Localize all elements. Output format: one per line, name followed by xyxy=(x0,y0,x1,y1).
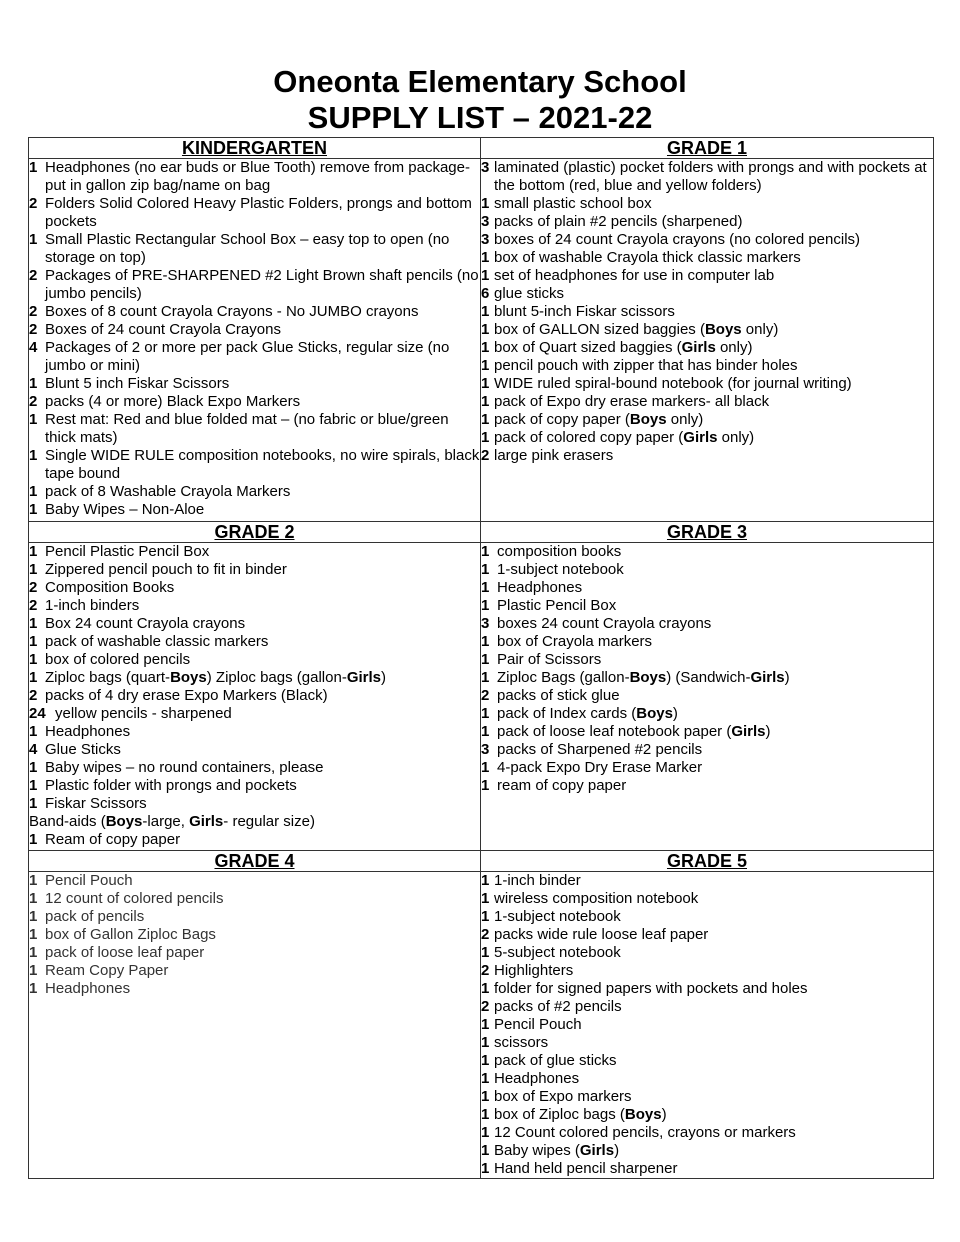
item-text: Pencil Pouch xyxy=(494,1016,582,1033)
item-quantity: 1 xyxy=(481,543,490,560)
grade2-cell xyxy=(29,543,481,851)
item-quantity: 1 xyxy=(481,705,490,722)
item-text: pack of colored copy paper (Girls only) xyxy=(494,429,755,446)
list-item xyxy=(29,651,480,669)
list-item xyxy=(481,195,933,213)
list-item xyxy=(481,980,933,998)
item-quantity: 1 xyxy=(481,195,490,212)
list-item xyxy=(29,375,480,393)
item-text: Headphones xyxy=(45,980,131,997)
item-quantity: 1 xyxy=(29,777,38,794)
item-quantity: 1 xyxy=(481,759,490,776)
item-text: yellow pencils - sharpened xyxy=(55,705,232,722)
item-text: pack of washable classic markers xyxy=(45,633,269,650)
list-item xyxy=(481,1034,933,1052)
item-quantity: 1 xyxy=(481,579,490,596)
item-text: packs of #2 pencils xyxy=(494,998,622,1015)
item-quantity: 2 xyxy=(29,393,38,410)
list-item xyxy=(29,411,480,447)
item-text: Packages of 2 or more per pack Glue Sticks, regular size (no jumbo or mini) xyxy=(45,339,450,374)
item-text: Boxes of 8 count Crayola Crayons - No JUMBO crayons xyxy=(45,303,419,320)
item-quantity: 2 xyxy=(29,303,38,320)
list-item xyxy=(481,1106,933,1124)
item-quantity: 1 xyxy=(29,561,38,578)
list-item xyxy=(29,159,480,195)
item-quantity: 1 xyxy=(29,926,38,943)
list-item xyxy=(29,447,480,483)
item-text: packs of 4 dry erase Expo Markers (Black) xyxy=(45,687,328,704)
list-item xyxy=(481,561,933,579)
item-quantity: 1 xyxy=(481,321,490,338)
item-quantity: 1 xyxy=(29,651,38,668)
list-item xyxy=(29,813,480,831)
list-item xyxy=(481,890,933,908)
item-quantity: 1 xyxy=(29,669,38,686)
item-text: packs of stick glue xyxy=(497,687,620,704)
list-item xyxy=(29,615,480,633)
grade5-heading: GRADE 5 xyxy=(481,851,934,872)
item-quantity: 1 xyxy=(29,375,38,392)
item-text: Rest mat: Red and blue folded mat – (no fabric or blue/green thick mats) xyxy=(45,411,449,446)
list-item xyxy=(481,872,933,890)
item-text: 4-pack Expo Dry Erase Marker xyxy=(497,759,703,776)
list-item xyxy=(29,669,480,687)
item-text: Box 24 count Crayola crayons xyxy=(45,615,246,632)
grade2-list xyxy=(29,543,480,849)
list-item xyxy=(481,723,933,741)
list-item xyxy=(29,543,480,561)
list-item xyxy=(29,597,480,615)
item-text: box of Crayola markers xyxy=(497,633,653,650)
item-quantity: 1 xyxy=(29,231,38,248)
supply-list-title: SUPPLY LIST – 2021-22 xyxy=(307,100,653,135)
item-quantity: 1 xyxy=(481,1070,490,1087)
list-item xyxy=(481,741,933,759)
list-item xyxy=(481,249,933,267)
item-text: box of colored pencils xyxy=(45,651,191,668)
grade4-list xyxy=(29,872,480,998)
item-quantity: 2 xyxy=(481,926,490,943)
item-text: set of headphones for use in computer lab xyxy=(494,267,775,284)
item-text: packs of Sharpened #2 pencils xyxy=(497,741,703,758)
item-text: box of Ziploc bags (Boys) xyxy=(494,1106,667,1123)
list-item xyxy=(29,705,480,723)
list-item xyxy=(481,339,933,357)
list-item xyxy=(29,980,480,998)
item-text: folder for signed papers with pockets and holes xyxy=(494,980,808,997)
item-text: composition books xyxy=(497,543,622,560)
item-text: blunt 5-inch Fiskar scissors xyxy=(494,303,675,320)
list-item xyxy=(481,759,933,777)
item-text: Hand held pencil sharpener xyxy=(494,1160,678,1177)
list-item xyxy=(481,159,933,195)
list-item xyxy=(481,411,933,429)
list-item xyxy=(29,759,480,777)
item-text: Blunt 5 inch Fiskar Scissors xyxy=(45,375,230,392)
item-quantity: 1 xyxy=(481,1016,490,1033)
item-text: Ziploc Bags (gallon-Boys) (Sandwich-Girls) xyxy=(497,669,790,686)
item-text: Headphones xyxy=(497,579,583,596)
item-text: glue sticks xyxy=(494,285,565,302)
grade5-cell xyxy=(481,872,934,1179)
list-item xyxy=(29,393,480,411)
list-item xyxy=(29,962,480,980)
item-text: Ream of copy paper xyxy=(45,831,181,848)
list-item xyxy=(481,597,933,615)
list-item xyxy=(29,687,480,705)
list-item xyxy=(481,705,933,723)
item-text: Baby wipes – no round containers, please xyxy=(45,759,324,776)
list-item xyxy=(29,501,480,519)
list-item xyxy=(481,777,933,795)
item-quantity: 2 xyxy=(29,321,38,338)
item-text: wireless composition notebook xyxy=(494,890,699,907)
grade4-heading: GRADE 4 xyxy=(29,851,481,872)
grade2-heading: GRADE 2 xyxy=(29,522,481,543)
list-item xyxy=(481,944,933,962)
list-item xyxy=(29,872,480,890)
item-text: pack of glue sticks xyxy=(494,1052,617,1069)
item-quantity: 1 xyxy=(29,980,38,997)
item-quantity: 6 xyxy=(481,285,490,302)
item-quantity: 1 xyxy=(29,411,38,428)
list-item xyxy=(481,962,933,980)
item-quantity: 2 xyxy=(481,447,490,464)
item-quantity: 1 xyxy=(481,357,490,374)
item-text: 1-inch binders xyxy=(45,597,140,614)
item-text: Baby Wipes – Non-Aloe xyxy=(45,501,205,518)
list-item xyxy=(29,339,480,375)
item-quantity: 1 xyxy=(29,633,38,650)
item-text: box of GALLON sized baggies (Boys only) xyxy=(494,321,779,338)
item-quantity: 4 xyxy=(29,741,38,758)
list-item xyxy=(29,267,480,303)
list-item xyxy=(29,231,480,267)
list-item xyxy=(29,321,480,339)
item-quantity: 1 xyxy=(481,1124,490,1141)
item-text: Ream Copy Paper xyxy=(45,962,169,979)
item-quantity: 3 xyxy=(481,741,490,758)
item-text: pack of 8 Washable Crayola Markers xyxy=(45,483,291,500)
grade3-list xyxy=(481,543,933,795)
item-text: large pink erasers xyxy=(494,447,614,464)
item-text: Headphones (no ear buds or Blue Tooth) remove from package-put in gallon zip bag/name on bag xyxy=(45,159,470,194)
list-item xyxy=(29,890,480,908)
item-quantity: 1 xyxy=(481,303,490,320)
list-item xyxy=(481,998,933,1016)
kindergarten-cell xyxy=(29,159,481,522)
list-item xyxy=(481,1160,933,1178)
grade4-cell xyxy=(29,872,481,1179)
item-text: 5-subject notebook xyxy=(494,944,621,961)
list-item xyxy=(481,633,933,651)
item-text: ream of copy paper xyxy=(497,777,627,794)
item-quantity: 1 xyxy=(481,669,490,686)
item-quantity: 2 xyxy=(29,267,38,284)
list-item xyxy=(481,1124,933,1142)
item-quantity: 1 xyxy=(29,501,38,518)
item-text: pack of pencils xyxy=(45,908,145,925)
item-quantity: 1 xyxy=(481,597,490,614)
list-item xyxy=(29,795,480,813)
item-text: box of Expo markers xyxy=(494,1088,632,1105)
item-quantity: 1 xyxy=(481,890,490,907)
item-quantity: 2 xyxy=(481,962,490,979)
item-quantity: 1 xyxy=(481,429,490,446)
list-item xyxy=(481,447,933,465)
item-text: box of Quart sized baggies (Girls only) xyxy=(494,339,753,356)
kindergarten-heading: KINDERGARTEN xyxy=(29,138,481,159)
item-quantity: 2 xyxy=(481,998,490,1015)
item-text: Folders Solid Colored Heavy Plastic Folders, prongs and bottom pockets xyxy=(45,195,472,230)
list-item xyxy=(481,393,933,411)
item-quantity: 1 xyxy=(29,944,38,961)
grade5-list xyxy=(481,872,933,1178)
item-quantity: 2 xyxy=(481,687,490,704)
item-quantity: 1 xyxy=(29,872,38,889)
grade1-heading: GRADE 1 xyxy=(481,138,934,159)
list-item xyxy=(481,669,933,687)
item-text: Zippered pencil pouch to fit in binder xyxy=(45,561,287,578)
list-item xyxy=(29,561,480,579)
item-quantity: 2 xyxy=(29,597,38,614)
item-text: pencil pouch with zipper that has binder holes xyxy=(494,357,798,374)
item-quantity: 1 xyxy=(29,831,38,848)
list-item xyxy=(481,651,933,669)
item-text: Composition Books xyxy=(45,579,175,596)
list-item xyxy=(29,195,480,231)
list-item xyxy=(29,579,480,597)
item-text: Headphones xyxy=(45,723,131,740)
item-quantity: 3 xyxy=(481,231,490,248)
grade3-heading: GRADE 3 xyxy=(481,522,934,543)
list-item xyxy=(481,543,933,561)
list-item xyxy=(29,944,480,962)
item-quantity: 1 xyxy=(481,872,490,889)
item-quantity: 1 xyxy=(481,651,490,668)
item-quantity: 3 xyxy=(481,159,490,176)
item-text: packs wide rule loose leaf paper xyxy=(494,926,709,943)
item-text: Plastic Pencil Box xyxy=(497,597,617,614)
item-quantity: 1 xyxy=(481,249,490,266)
item-quantity: 1 xyxy=(481,1160,490,1177)
item-quantity: 1 xyxy=(481,723,490,740)
item-quantity: 3 xyxy=(481,615,490,632)
item-quantity: 1 xyxy=(481,375,490,392)
list-item xyxy=(481,926,933,944)
item-text: Band-aids (Boys-large, Girls- regular size) xyxy=(29,813,315,830)
item-text: Packages of PRE-SHARPENED #2 Light Brown shaft pencils (no jumbo pencils) xyxy=(45,267,479,302)
list-item xyxy=(29,831,480,849)
list-item xyxy=(481,1016,933,1034)
list-item xyxy=(481,213,933,231)
item-quantity: 1 xyxy=(481,777,490,794)
item-quantity: 1 xyxy=(29,447,38,464)
item-text: pack of copy paper (Boys only) xyxy=(494,411,704,428)
item-quantity: 1 xyxy=(481,411,490,428)
grade1-list xyxy=(481,159,933,465)
item-quantity: 1 xyxy=(29,159,38,176)
list-item xyxy=(481,615,933,633)
item-quantity: 1 xyxy=(481,944,490,961)
item-quantity: 1 xyxy=(29,795,38,812)
list-item xyxy=(481,231,933,249)
item-text: pack of Expo dry erase markers- all black xyxy=(494,393,770,410)
list-item xyxy=(481,1052,933,1070)
item-quantity: 1 xyxy=(481,1142,490,1159)
item-text: box of washable Crayola thick classic markers xyxy=(494,249,801,266)
item-text: Highlighters xyxy=(494,962,574,979)
list-item xyxy=(481,687,933,705)
item-quantity: 1 xyxy=(481,393,490,410)
item-quantity: 1 xyxy=(481,561,490,578)
list-item xyxy=(29,741,480,759)
item-text: 1-inch binder xyxy=(494,872,581,889)
item-quantity: 2 xyxy=(29,195,38,212)
item-text: packs (4 or more) Black Expo Markers xyxy=(45,393,301,410)
list-item xyxy=(481,321,933,339)
item-text: laminated (plastic) pocket folders with prongs and with pockets at the bottom (red, blue and yellow folders) xyxy=(494,159,927,194)
item-quantity: 1 xyxy=(481,1106,490,1123)
item-text: packs of plain #2 pencils (sharpened) xyxy=(494,213,743,230)
kindergarten-list xyxy=(29,159,480,519)
list-item xyxy=(29,303,480,321)
list-item xyxy=(481,375,933,393)
item-text: Single WIDE RULE composition notebooks, no wire spirals, black tape bound xyxy=(45,447,480,482)
item-quantity: 1 xyxy=(29,962,38,979)
list-item xyxy=(29,926,480,944)
list-item xyxy=(481,357,933,375)
item-quantity: 1 xyxy=(29,543,38,560)
supply-list-table xyxy=(28,137,934,1179)
item-text: Pencil Plastic Pencil Box xyxy=(45,543,210,560)
item-text: Boxes of 24 count Crayola Crayons xyxy=(45,321,281,338)
item-quantity: 24 xyxy=(29,705,46,722)
list-item xyxy=(481,1142,933,1160)
item-quantity: 1 xyxy=(29,615,38,632)
item-text: box of Gallon Ziploc Bags xyxy=(45,926,216,943)
list-item xyxy=(481,1070,933,1088)
item-quantity: 1 xyxy=(481,1052,490,1069)
item-quantity: 1 xyxy=(29,890,38,907)
item-quantity: 1 xyxy=(481,339,490,356)
list-item xyxy=(29,777,480,795)
item-quantity: 1 xyxy=(481,633,490,650)
item-quantity: 1 xyxy=(29,759,38,776)
item-text: Pencil Pouch xyxy=(45,872,133,889)
item-quantity: 1 xyxy=(481,1034,490,1051)
item-text: pack of loose leaf notebook paper (Girls) xyxy=(497,723,771,740)
item-text: small plastic school box xyxy=(494,195,652,212)
item-text: pack of loose leaf paper xyxy=(45,944,205,961)
list-item xyxy=(29,633,480,651)
item-text: 12 count of colored pencils xyxy=(45,890,224,907)
item-text: Small Plastic Rectangular School Box – easy top to open (no storage on top) xyxy=(45,231,450,266)
item-text: boxes 24 count Crayola crayons xyxy=(497,615,712,632)
list-item xyxy=(29,908,480,926)
item-text: Headphones xyxy=(494,1070,580,1087)
item-text: WIDE ruled spiral-bound notebook (for journal writing) xyxy=(494,375,852,392)
list-item xyxy=(481,285,933,303)
item-quantity: 1 xyxy=(481,267,490,284)
item-quantity: 1 xyxy=(29,723,38,740)
grade1-cell xyxy=(481,159,934,522)
item-text: 1-subject notebook xyxy=(494,908,621,925)
item-quantity: 2 xyxy=(29,579,38,596)
item-quantity: 3 xyxy=(481,213,490,230)
item-quantity: 4 xyxy=(29,339,38,356)
list-item xyxy=(29,483,480,501)
list-item xyxy=(481,1088,933,1106)
item-text: 1-subject notebook xyxy=(497,561,624,578)
list-item xyxy=(481,908,933,926)
item-quantity: 1 xyxy=(29,483,38,500)
item-text: Pair of Scissors xyxy=(497,651,602,668)
item-text: Ziploc bags (quart-Boys) Ziploc bags (gallon-Girls) xyxy=(45,669,386,686)
item-text: Fiskar Scissors xyxy=(45,795,147,812)
item-text: boxes of 24 count Crayola crayons (no colored pencils) xyxy=(494,231,861,248)
item-quantity: 1 xyxy=(29,908,38,925)
item-quantity: 1 xyxy=(481,1088,490,1105)
item-quantity: 2 xyxy=(29,687,38,704)
list-item xyxy=(481,579,933,597)
item-text: scissors xyxy=(494,1034,549,1051)
list-item xyxy=(29,723,480,741)
school-name: Oneonta Elementary School xyxy=(273,64,687,99)
item-text: Plastic folder with prongs and pockets xyxy=(45,777,297,794)
grade3-cell xyxy=(481,543,934,851)
item-text: Glue Sticks xyxy=(45,741,121,758)
item-text: 12 Count colored pencils, crayons or markers xyxy=(494,1124,796,1141)
list-item xyxy=(481,303,933,321)
item-quantity: 1 xyxy=(481,980,490,997)
item-quantity: 1 xyxy=(481,908,490,925)
item-text: Baby wipes (Girls) xyxy=(494,1142,620,1159)
list-item xyxy=(481,267,933,285)
list-item xyxy=(481,429,933,447)
item-text: pack of Index cards (Boys) xyxy=(497,705,678,722)
